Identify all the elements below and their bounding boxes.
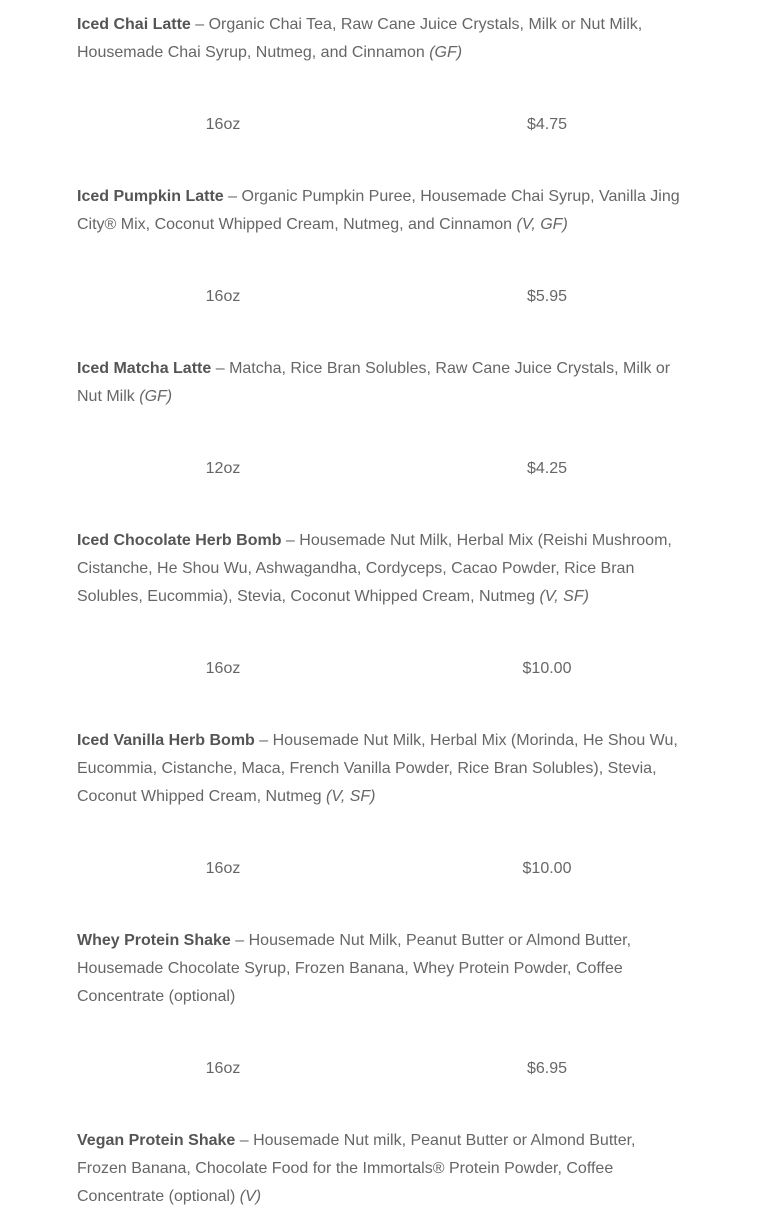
item-name: Iced Vanilla Herb Bomb [77, 732, 255, 749]
item-description: Whey Protein Shake – Housemade Nut Milk, Peanut Butter or Almond Butter, Housemade Chocolate Syrup, Frozen Banana, Whey Protein Powder, Coffee Concentrate (optional) [77, 932, 632, 1005]
diet-tags: (GF) [429, 44, 463, 61]
menu-item-vegan-protein-shake [77, 1127, 687, 1211]
item-ingredients: Housemade Nut Milk, Herbal Mix (Reishi Mushroom, Cistanche, He Shou Wu, Ashwagandha, Cordyceps, Cacao Powder, Rice Bran Solubles, Eucommia), Stevia, Coconut Whipped Cream, Nutmeg [77, 532, 672, 605]
item-size: 16oz [205, 660, 241, 677]
item-name: Vegan Protein Shake [77, 1132, 236, 1149]
item-price: $4.25 [526, 460, 568, 477]
item-price: $5.95 [526, 288, 568, 305]
item-description: Iced Pumpkin Latte – Organic Pumpkin Puree, Housemade Chai Syrup, Vanilla Jing City® Mix, Coconut Whipped Cream, Nutmeg, and Cinnamon (V, GF) [77, 188, 680, 233]
item-ingredients: Housemade Nut Milk, Peanut Butter or Almond Butter, Housemade Chocolate Syrup, Frozen Banana, Whey Protein Powder, Coffee Concentrate (optional) [77, 932, 632, 1005]
item-name: Whey Protein Shake [77, 932, 231, 949]
item-size: 16oz [205, 288, 241, 305]
item-description: Iced Chocolate Herb Bomb – Housemade Nut Milk, Herbal Mix (Reishi Mushroom, Cistanche, He Shou Wu, Ashwagandha, Cordyceps, Cacao Powder, Rice Bran Solubles, Eucommia), Stevia, Coconut Whipped Cream, Nutmeg (V, SF) [77, 532, 672, 605]
item-ingredients: Housemade Nut milk, Peanut Butter or Almond Butter, Frozen Banana, Chocolate Food for the Immortals® Protein Powder, Coffee Concentrate (optional) [77, 1132, 636, 1205]
item-size: 16oz [205, 1060, 241, 1077]
item-description: Iced Vanilla Herb Bomb – Housemade Nut Milk, Herbal Mix (Morinda, He Shou Wu, Eucommia, Cistanche, Maca, French Vanilla Powder, Rice Bran Solubles), Stevia, Coconut Whipped Cream, Nutmeg (V, SF) [77, 732, 678, 805]
item-ingredients: Housemade Nut Milk, Herbal Mix (Morinda, He Shou Wu, Eucommia, Cistanche, Maca, French Vanilla Powder, Rice Bran Solubles), Stevia, Coconut Whipped Cream, Nutmeg [77, 732, 678, 805]
price-row [77, 611, 687, 727]
item-ingredients: Organic Pumpkin Puree, Housemade Chai Syrup, Vanilla Jing City® Mix, Coconut Whipped Cream, Nutmeg, and Cinnamon [77, 188, 680, 233]
menu-item-iced-matcha-latte [77, 355, 687, 527]
diet-tags: (V, SF) [539, 588, 589, 605]
item-description: Vegan Protein Shake – Housemade Nut milk, Peanut Butter or Almond Butter, Frozen Banana, Chocolate Food for the Immortals® Protein Powder, Coffee Concentrate (optional) (V) [77, 1132, 636, 1205]
item-price: $4.75 [526, 116, 568, 133]
price-row [77, 1011, 687, 1127]
item-ingredients: Matcha, Rice Bran Solubles, Raw Cane Juice Crystals, Milk or Nut Milk [77, 360, 671, 405]
menu-item-iced-chocolate-herb-bomb [77, 527, 687, 727]
menu-item-whey-protein-shake [77, 927, 687, 1127]
price-row [77, 239, 687, 355]
item-name: Iced Pumpkin Latte [77, 188, 224, 205]
diet-tags: (V, GF) [516, 216, 568, 233]
menu-item-iced-chai-latte [77, 11, 687, 183]
item-size: 16oz [205, 116, 241, 133]
item-name: Iced Matcha Latte [77, 360, 212, 377]
diet-tags: (GF) [139, 388, 173, 405]
item-description: Iced Chai Latte – Organic Chai Tea, Raw Cane Juice Crystals, Milk or Nut Milk, Housemade Chai Syrup, Nutmeg, and Cinnamon (GF) [77, 16, 643, 61]
item-size: 16oz [205, 860, 241, 877]
item-ingredients: Organic Chai Tea, Raw Cane Juice Crystals, Milk or Nut Milk, Housemade Chai Syrup, Nutmeg, and Cinnamon [77, 16, 643, 61]
price-row [77, 811, 687, 927]
menu-item-iced-vanilla-herb-bomb [77, 727, 687, 927]
diet-tags: (V, SF) [326, 788, 376, 805]
price-row [77, 411, 687, 527]
item-price: $10.00 [522, 860, 572, 877]
item-name: Iced Chai Latte [77, 16, 191, 33]
diet-tags: (V) [239, 1188, 262, 1205]
item-price: $6.95 [526, 1060, 568, 1077]
item-name: Iced Chocolate Herb Bomb [77, 532, 282, 549]
item-price: $10.00 [522, 660, 572, 677]
menu-item-iced-pumpkin-latte [77, 183, 687, 355]
price-row [77, 67, 687, 183]
item-description: Iced Matcha Latte – Matcha, Rice Bran Solubles, Raw Cane Juice Crystals, Milk or Nut Milk (GF) [77, 360, 671, 405]
item-size: 12oz [205, 460, 241, 477]
drink-menu [77, 11, 687, 1211]
